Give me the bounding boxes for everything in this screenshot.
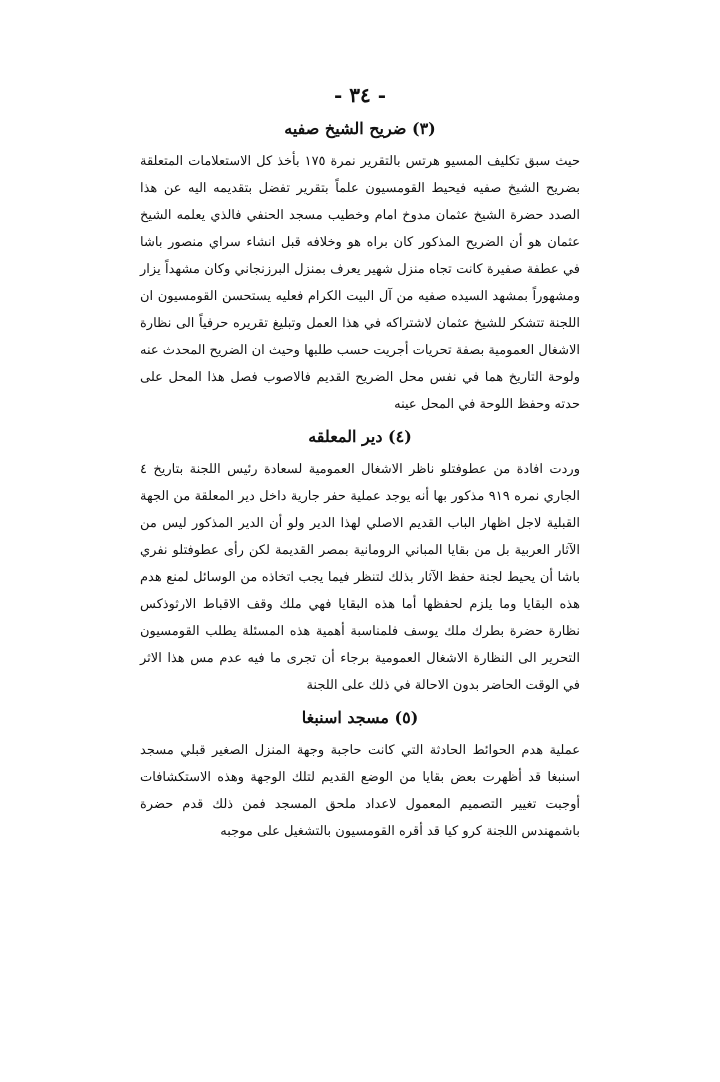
section-heading-muallaqa-monastery: (٤) دير المعلقه bbox=[308, 427, 412, 446]
document-page bbox=[140, 80, 580, 849]
page-number: - ٣٤ - bbox=[333, 83, 386, 107]
section-body-sheikha-safiya-tomb: حيث سبق تكليف المسيو هرتس بالتقرير نمرة ١٧٥ بأخذ كل الاستعلامات المتعلقة بضريح الشيخ صفيه فيحيط القومسيون علماً بتقرير تفضل بتقديمه اليه عن هذا الصدد حضرة الشيخ عثمان مدوخ امام وخطيب مسجد الحنفي فالذي يعلمه الشيخ عثمان هو أن الضريح المذكور كان براه هو وخلافه قبل انشاء سراي منصور باشا في عطفة صفيرة كانت تجاه منزل شهير يعرف بمنزل البرزنجاني وكان مشهداً يزار ومشهوراً بمشهد السيده صفيه من آل البيت الكرام فعليه يستحسن القومسيون ان اللجنة تتشكر للشيخ عثمان لاشتراكه في هذا العمل وتبليغ تقريره حرفياً الى نظارة الاشغال العمومية بصفة تحريات أجريت حسب طلبها وحيث ان الضريح المحدث عنه ولوحة التاريخ هما في نفس محل الضريح القديم فالاصوب فصل هذا المحل على حدته وحفظ اللوحة في المحل عينه bbox=[140, 154, 580, 412]
section-heading-asanbugha-mosque: (٥) مسجد اسنبغا bbox=[301, 708, 419, 727]
section-body-muallaqa-monastery: وردت افادة من عطوفتلو ناظر الاشغال العمومية لسعادة رئيس اللجنة بتاريخ ٤ الجاري نمره ٩١٩ مذكور بها أنه يوجد عملية حفر جارية داخل دير المعلقة من الجهة القبلية لاجل اظهار الباب القديم الاصلي لهذا الدير ولو أن الدير المذكور ليس من الآثار العربية بل من بقايا المباني الرومانية بمصر القديمة لكن رأى عطوفتلو نفري باشا أن يحيط لجنة حفظ الآثار بذلك لتنظر فيما يجب اتخاذه من الوسائل لمنع هدم هذه البقايا وما يلزم لحفظها أما هذه البقايا فهي ملك وقف الاقباط الارثوذكس نظارة حضرة بطرك ملك يوسف فلمناسبة أهمية هذه المسئلة يطلب القومسيون التحرير الى النظارة الاشغال العمومية برجاء أن تجرى ما فيه عدم مس هذا الاثر في الوقت الحاضر بدون الاحالة في ذلك على اللجنة bbox=[140, 462, 581, 693]
section-body-asanbugha-mosque: عملية هدم الحوائط الحادثة التي كانت حاجبة وجهة المنزل الصغير قبلي مسجد اسنبغا قد أظهرت بعض بقايا من الوضع القديم لتلك الوجهة وهذه الاستكشافات أوجبت تغيير التصميم المعمول لاعداد ملحق المسجد فمن ذلك قدم حضرة باشمهندس اللجنة كرو كيا قد أقره القومسيون بالتشغيل على موجبه bbox=[140, 743, 580, 839]
section-heading-sheikha-safiya-tomb: (٣) ضريح الشيخ صفيه bbox=[284, 119, 436, 138]
